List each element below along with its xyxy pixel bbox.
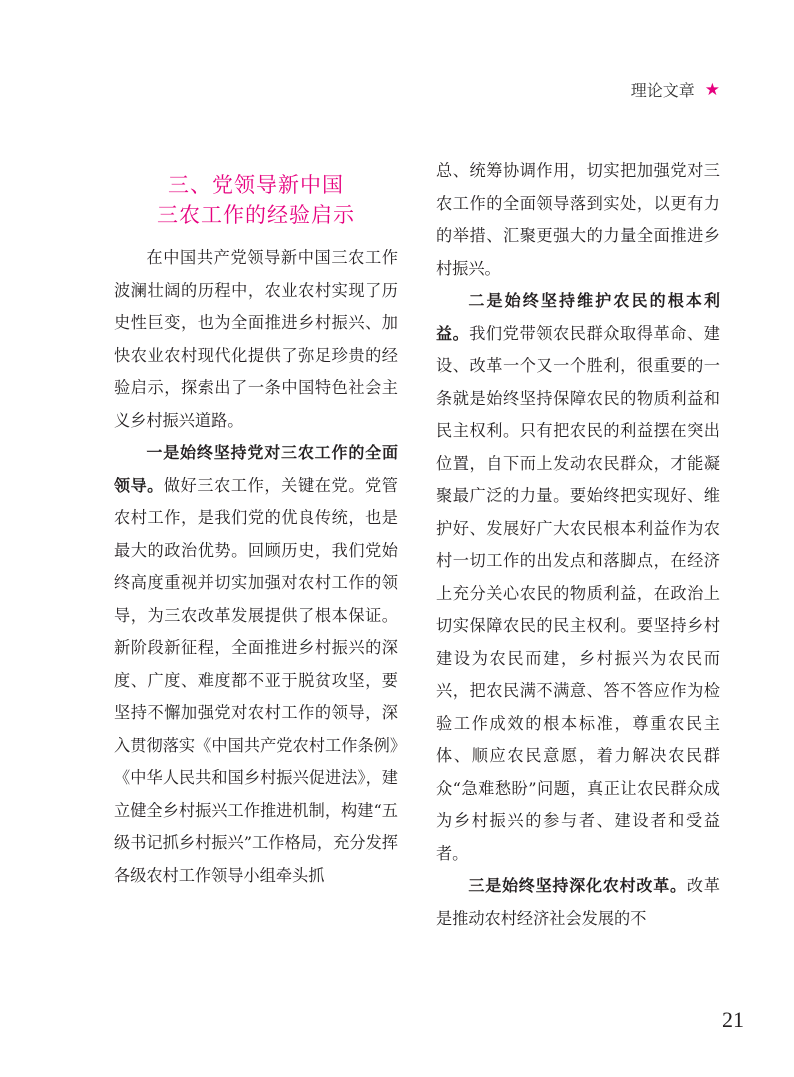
left-column (114, 170, 398, 892)
section-label: 理论文章 (630, 81, 695, 100)
section-title (114, 170, 398, 230)
paragraph-farmer-interests (436, 285, 720, 870)
paragraph-intro: 在中国共产党领导新中国三农工作波澜壮阔的历程中，农业农村实现了历史性巨变，也为全面推进乡村振兴、加快农业农村现代化提供了弥足珍贵的经验启示，探索出了一条中国特色社会主义乡村振兴道路。 (114, 248, 398, 430)
running-header (631, 78, 720, 101)
paragraph-heading: 一是始终坚持党对三农工作的全面领导。 (114, 443, 398, 495)
paragraph-body: 改革是推动农村经济社会发展的不 (436, 876, 720, 928)
paragraph-rural-reform (436, 870, 720, 935)
paragraph-continued: 总、统筹协调作用，切实把加强党对三农工作的全面领导落到实处，以更有力的举措、汇聚更强大的力量全面推进乡村振兴。 (436, 161, 720, 278)
right-column (436, 155, 720, 935)
page-number: 21 (722, 1007, 744, 1032)
section-title-line2: 三农工作的经验启示 (157, 203, 355, 227)
paragraph-body: 我们党带领农民群众取得革命、建设、改革一个又一个胜利，很重要的一条就是始终坚持保障农民的物质利益和民主权利。只有把农民的利益摆在突出位置，自下而上发动农民群众，才能凝聚最广泛的力量。要始终把实现好、维护好、发展好广大农民根本利益作为农村一切工作的出发点和落脚点，在经济上充分关心农民的物质利益，在政治上切实保障农民的民主权利。要坚持乡村建设为农民而建，乡村振兴为农民而兴，把农民满不满意、答不答应作为检验工作成效的根本标准，尊重农民主体、顺应农民意愿，着力解决农民群众“急难愁盼”问题，真正让农民群众成为乡村振兴的参与者、建设者和受益者。 (436, 323, 720, 863)
paragraph-heading: 二是始终坚持维护农民的根本利益。 (436, 291, 720, 343)
section-title-line1: 三、党领导新中国 (168, 173, 344, 197)
paragraph-body: 做好三农工作，关键在党。党管农村工作，是我们党的优良传统，也是最大的政治优势。回顾历史，我们党始终高度重视并切实加强对农村工作的领导，为三农改革发展提供了根本保证。新阶段新征程，全面推进乡村振兴的深度、广度、难度都不亚于脱贫攻坚，要坚持不懈加强党对农村工作的领导，深入贯彻落实《中国共产党农村工作条例》《中华人民共和国乡村振兴促进法》，建立健全乡村振兴工作推进机制，构建“五级书记抓乡村振兴”工作格局，充分发挥各级农村工作领导小组牵头抓 (114, 475, 398, 885)
paragraph-heading: 三是始终坚持深化农村改革。 (468, 876, 687, 895)
paragraph-party-leadership (114, 437, 398, 892)
star-icon: ★ (704, 79, 720, 100)
